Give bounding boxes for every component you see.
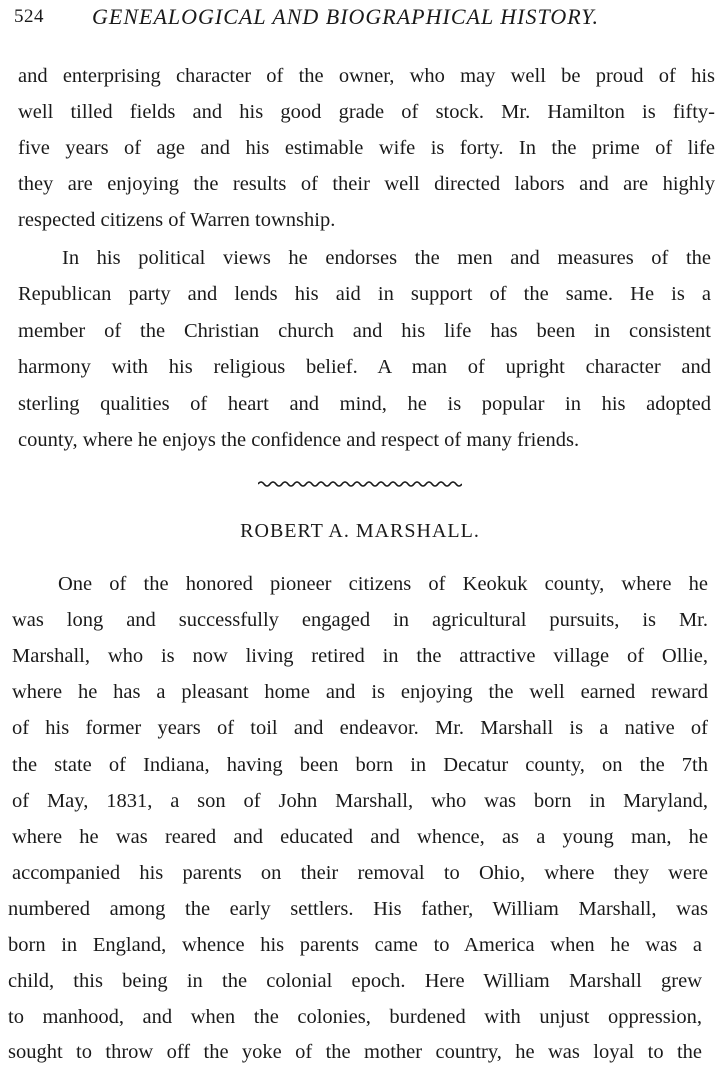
running-head: GENEALOGICAL AND BIOGRAPHICAL HISTORY. (92, 4, 599, 29)
text-line: sought to throw off the yoke of the mother country, he was loyal to the (8, 1041, 702, 1063)
section-divider (258, 479, 462, 489)
text-line: to manhood, and when the colonies, burdened with unjust oppression, (8, 1006, 702, 1028)
text-line: accompanied his parents on their removal to Ohio, where they were (12, 862, 708, 884)
text-line: of his former years of toil and endeavor. Mr. Marshall is a native of (12, 717, 708, 739)
text-line: respected citizens of Warren township. (18, 209, 336, 231)
text-line: Republican party and lends his aid in support of the same. He is a (18, 283, 711, 305)
text-line: born in England, whence his parents came to America when he was a (8, 934, 702, 956)
text-line: county, where he enjoys the confidence and respect of many friends. (18, 429, 580, 451)
section-title: ROBERT A. MARSHALL. (240, 520, 480, 542)
text-line: they are enjoying the results of their well directed labors and are highly (18, 173, 715, 195)
text-line: One of the honored pioneer citizens of Keokuk county, where he (58, 573, 708, 595)
text-line: numbered among the early settlers. His father, William Marshall, was (8, 898, 708, 920)
text-line: the state of Indiana, having been born in Decatur county, on the 7th (12, 754, 708, 776)
text-line: where he has a pleasant home and is enjoying the well earned reward (12, 681, 708, 703)
text-line: In his political views he endorses the men and measures of the (62, 247, 711, 269)
text-line: sterling qualities of heart and mind, he is popular in his adopted (18, 393, 711, 415)
text-line: Marshall, who is now living retired in the attractive village of Ollie, (12, 645, 708, 667)
text-line: was long and successfully engaged in agricultural pursuits, is Mr. (12, 609, 708, 631)
text-line: of May, 1831, a son of John Marshall, who was born in Maryland, (12, 790, 708, 812)
text-line: and enterprising character of the owner, who may well be proud of his (18, 65, 715, 87)
text-line: five years of age and his estimable wife is forty. In the prime of life (18, 137, 715, 159)
page-number: 524 (14, 6, 44, 27)
text-line: harmony with his religious belief. A man of upright character and (18, 356, 711, 378)
text-line: well tilled fields and his good grade of stock. Mr. Hamilton is fifty- (18, 101, 715, 123)
text-line: member of the Christian church and his life has been in consistent (18, 320, 711, 342)
text-line: where he was reared and educated and whence, as a young man, he (12, 826, 708, 848)
text-line: child, this being in the colonial epoch. Here William Marshall grew (8, 970, 702, 992)
page-header (14, 4, 704, 36)
